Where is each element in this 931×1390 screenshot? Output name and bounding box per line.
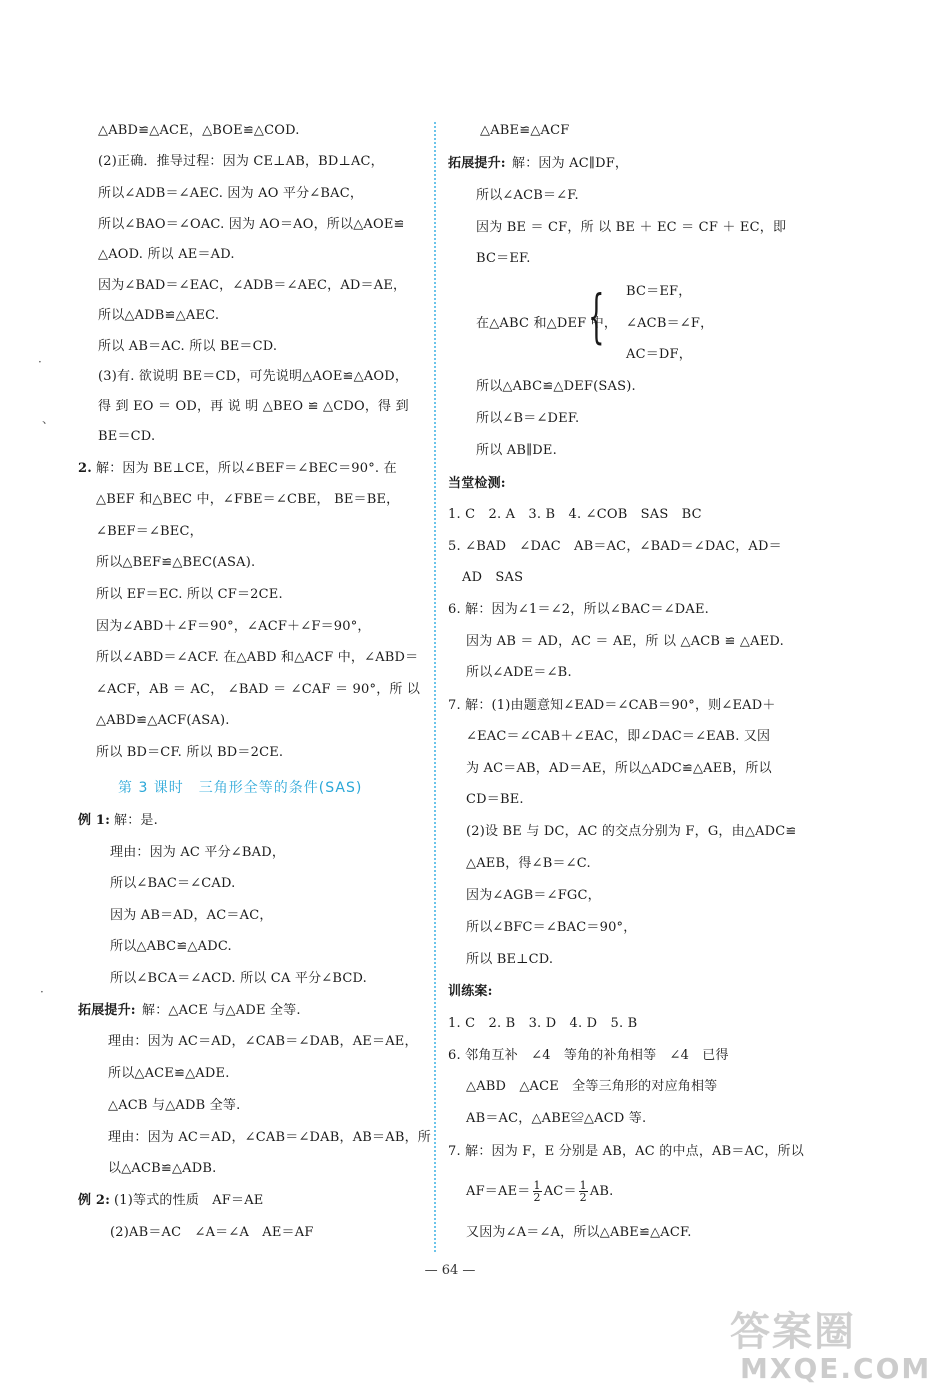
text-line: 解：△ACE 与△ADE 全等.: [142, 1003, 301, 1018]
question-number: 2.: [78, 461, 92, 476]
text-line: 又因为∠A＝∠A，所以△ABE≌△ACF.: [466, 1225, 692, 1240]
text-line: BE＝CD.: [98, 429, 156, 444]
text-line: 1. C 2. A 3. B 4. ∠COB SAS BC: [448, 507, 702, 522]
text-line: 理由：因为 AC 平分∠BAD，: [110, 845, 286, 860]
equation-part: AC＝: [543, 1184, 577, 1199]
text-line: △AEB，得∠B＝∠C.: [466, 856, 591, 871]
text-line: △ACB 与△ADB 全等.: [108, 1098, 241, 1113]
text-line: 以△ACB≌△ADB.: [108, 1161, 217, 1176]
fraction: [579, 1180, 588, 1203]
text-line: 解：是.: [114, 813, 158, 828]
text-line: 5. ∠BAD ∠DAC AB＝AC，∠BAD＝∠DAC，AD＝: [448, 539, 782, 554]
fraction-denominator: 2: [579, 1191, 587, 1204]
watermark-url: MXQE.COM: [740, 1352, 931, 1385]
text-line: 所以∠B＝∠DEF.: [476, 411, 580, 426]
text-line: 所以△ADB≌△AEC.: [98, 308, 220, 323]
text-line: 所以∠ABD＝∠ACF. 在△ABD 和△ACF 中，∠ABD＝: [96, 650, 419, 665]
text-line: CD＝BE.: [466, 792, 524, 807]
watermark-text: 答案圈: [730, 1309, 856, 1355]
example-label: 例 1:: [78, 813, 111, 828]
text-line: 7. 解：(1)由题意知∠EAD＝∠CAB＝90°，则∠EAD＋: [448, 698, 776, 713]
text-line: 因为 AB ＝ AD，AC ＝ AE，所 以 △ACB ≌ △AED.: [466, 634, 784, 649]
print-mark: ·: [38, 355, 42, 369]
text-line: 所以 EF＝EC. 所以 CF＝2CE.: [96, 587, 283, 602]
text-line: △ABD≌△ACF(ASA).: [96, 713, 230, 728]
text-line: (3)有. 欲说明 BE＝CD，可先说明△AOE≌△AOD，: [98, 369, 409, 384]
brace-symbol: {: [588, 282, 605, 350]
text-line: (1)等式的性质 AF＝AE: [114, 1193, 264, 1208]
text-line: ∠ACF，AB ＝ AC， ∠BAD ＝ ∠CAF ＝ 90°，所 以: [96, 682, 421, 697]
extension-label: 拓展提升:: [78, 1003, 136, 1018]
text-line: 所以△ACE≌△ADE.: [108, 1066, 230, 1081]
text-line: 解：因为 BE⊥CE，所以∠BEF＝∠BEC＝90°. 在: [96, 461, 397, 476]
text-line: 所以 AB＝AC. 所以 BE＝CD.: [98, 339, 278, 354]
fraction: [533, 1180, 542, 1203]
print-mark: ·: [40, 985, 44, 999]
fraction-equation: [466, 1180, 614, 1204]
text-line: △ABD △ACE 全等三角形的对应角相等: [466, 1079, 718, 1094]
text-line: BC＝EF，: [626, 284, 692, 299]
text-line: (2)AB＝AC ∠A＝∠A AE＝AF: [110, 1225, 314, 1240]
text-line: 6. 解：因为∠1＝∠2，所以∠BAC＝∠DAE.: [448, 602, 709, 617]
text-line: (2)设 BE 与 DC，AC 的交点分别为 F，G，由△ADC≌: [466, 824, 797, 839]
text-line: 所以△ABC≌△ADC.: [110, 939, 232, 954]
text-line: 1. C 2. B 3. D 4. D 5. B: [448, 1016, 638, 1031]
example-label: 例 2:: [78, 1193, 111, 1208]
fraction-numerator: 1: [579, 1179, 587, 1192]
text-line: 所以∠ACB＝∠F.: [476, 188, 579, 203]
text-line: 理由：因为 AC＝AD，∠CAB＝∠DAB，AE＝AE，: [108, 1034, 418, 1049]
text-line: 所以∠BCA＝∠ACD. 所以 CA 平分∠BCD.: [110, 971, 367, 986]
text-line: △ABE≌△ACF: [480, 123, 570, 138]
fraction-numerator: 1: [533, 1179, 541, 1192]
text-line: 所以 BD＝CF. 所以 BD＝2CE.: [96, 745, 284, 760]
text-line: 因为∠AGB＝∠FGC，: [466, 888, 601, 903]
text-line: BC＝EF.: [476, 251, 531, 266]
text-line: 所以∠BAC＝∠CAD.: [110, 876, 236, 891]
extension-label: 拓展提升:: [448, 156, 506, 171]
text-line: 所以 BE⊥CD.: [466, 952, 554, 967]
text-line: 解：因为 AC∥DF，: [512, 156, 629, 171]
page-number: — 64 —: [424, 1263, 476, 1278]
text-line: 所以∠ADE＝∠B.: [466, 665, 572, 680]
text-line: (2)正确．推导过程：因为 CE⊥AB，BD⊥AC，: [98, 154, 384, 169]
text-line: 为 AC＝AB，AD＝AE，所以△ADC≌△AEB，所以: [466, 761, 772, 776]
section-title: 第 3 课时 三角形全等的条件(SAS): [118, 780, 363, 796]
text-line: AB＝AC，△ABE≌△ACD 等.: [466, 1111, 647, 1126]
fraction-denominator: 2: [533, 1191, 541, 1204]
text-line: 得 到 EO ＝ OD，再 说 明 △BEO ≌ △CDO，得 到: [98, 399, 409, 414]
text-line: ∠EAC＝∠CAB＋∠EAC，即∠DAC＝∠EAB. 又因: [466, 729, 771, 744]
text-line: 所以∠ADB＝∠AEC. 因为 AO 平分∠BAC，: [98, 186, 364, 201]
text-line: AD SAS: [462, 570, 524, 585]
text-line: △AOD. 所以 AE＝AD.: [98, 247, 235, 262]
column-divider: [434, 122, 436, 1252]
text-line: 因为∠BAD＝∠EAC，∠ADB＝∠AEC，AD＝AE，: [98, 278, 407, 293]
text-line: △BEF 和△BEC 中，∠FBE＝∠CBE， BE＝BE，: [96, 492, 400, 507]
text-line: AC＝DF，: [626, 347, 692, 362]
print-mark: 、: [42, 412, 55, 426]
text-line: 因为 AB＝AD，AC＝AC，: [110, 908, 273, 923]
text-line: 所以△ABC≌△DEF(SAS).: [476, 379, 636, 394]
text-line: ∠ACB＝∠F，: [626, 316, 714, 331]
text-line: △ABD≌△ACE，△BOE≌△COD.: [98, 123, 300, 138]
text-line: 在△ABC 和△DEF 中，: [476, 316, 618, 331]
equation-part: AB.: [589, 1184, 614, 1199]
in-class-label: 当堂检测:: [448, 476, 506, 491]
text-line: 理由：因为 AC＝AD，∠CAB＝∠DAB，AB＝AB，所: [108, 1130, 431, 1145]
equation-part: AF＝AE＝: [466, 1184, 531, 1199]
text-line: 所以 AB∥DE.: [476, 443, 557, 458]
text-line: 6. 邻角互补 ∠4 等角的补角相等 ∠4 已得: [448, 1048, 729, 1063]
text-line: ∠BEF＝∠BEC，: [96, 524, 203, 539]
text-line: 所以△BEF≌△BEC(ASA).: [96, 555, 256, 570]
text-line: 因为∠ABD＋∠F＝90°，∠ACF＋∠F＝90°，: [96, 619, 371, 634]
text-line: 所以∠BFC＝∠BAC＝90°，: [466, 920, 637, 935]
training-label: 训练案:: [448, 984, 493, 999]
text-line: 7. 解：因为 F，E 分别是 AB，AC 的中点，AB＝AC，所以: [448, 1144, 804, 1159]
text-line: 所以∠BAO＝∠OAC. 因为 AO＝AO，所以△AOE≌: [98, 217, 405, 232]
watermark-logo: [730, 1300, 931, 1390]
text-line: 因为 BE ＝ CF，所 以 BE ＋ EC ＝ CF ＋ EC，即: [476, 220, 787, 235]
